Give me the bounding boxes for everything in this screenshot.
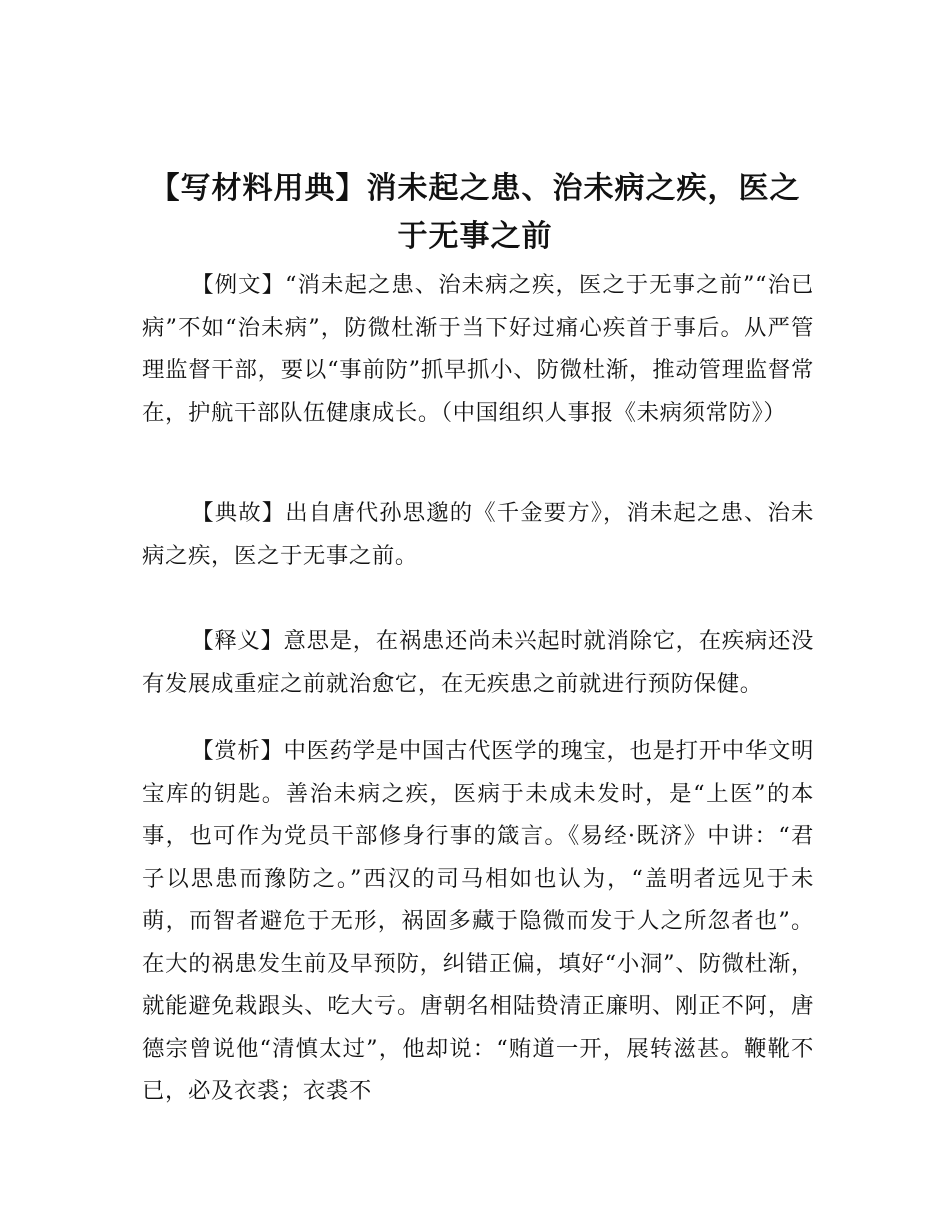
paragraph-appreciation: 【赏析】中医药学是中国古代医学的瑰宝，也是打开中华文明宝库的钥匙。善治未病之疾，医病于未成未发时，是“上医”的本事，也可作为党员干部修身行事的箴言。《易经·既济》中讲：“君子以思患而豫防之。”西汉的司马相如也认为，“盖明者远见于未萌，而智者避危于无形，祸固多藏于隐微而发于人之所忽者也”。在大的祸患发生前及早预防，纠错正偏，填好“小洞”、防微杜渐，就能避免栽跟头、吃大亏。唐朝名相陆贽清正廉明、刚正不阿，唐德宗曾说他“清慎太过”，他却说：“贿道一开，展转滋甚。鞭靴不已，必及衣裘；衣裘不: [142, 738, 814, 1104]
document-title: 【写材料用典】消未起之患、治未病之疾，医之于无事之前: [149, 171, 801, 254]
paragraph-interpretation: 【释义】意思是，在祸患还尚未兴起时就消除它，在疾病还没有发展成重症之前就治愈它，在无疾患之前就进行预防保健。: [142, 628, 814, 697]
paragraph-example: 【例文】“消未起之患、治未病之疾，医之于无事之前”“治已病”不如“治未病”，防微杜渐于当下好过痛心疾首于事后。从严管理监督干部，要以“事前防”抓早抓小、防微杜渐，推动管理监督常在，护航干部队伍健康成长。（中国组织人事报《未病须常防》）: [142, 272, 814, 426]
paragraph-allusion: 【典故】出自唐代孙思邈的《千金要方》，消未起之患、治未病之疾，医之于无事之前。: [142, 500, 814, 569]
